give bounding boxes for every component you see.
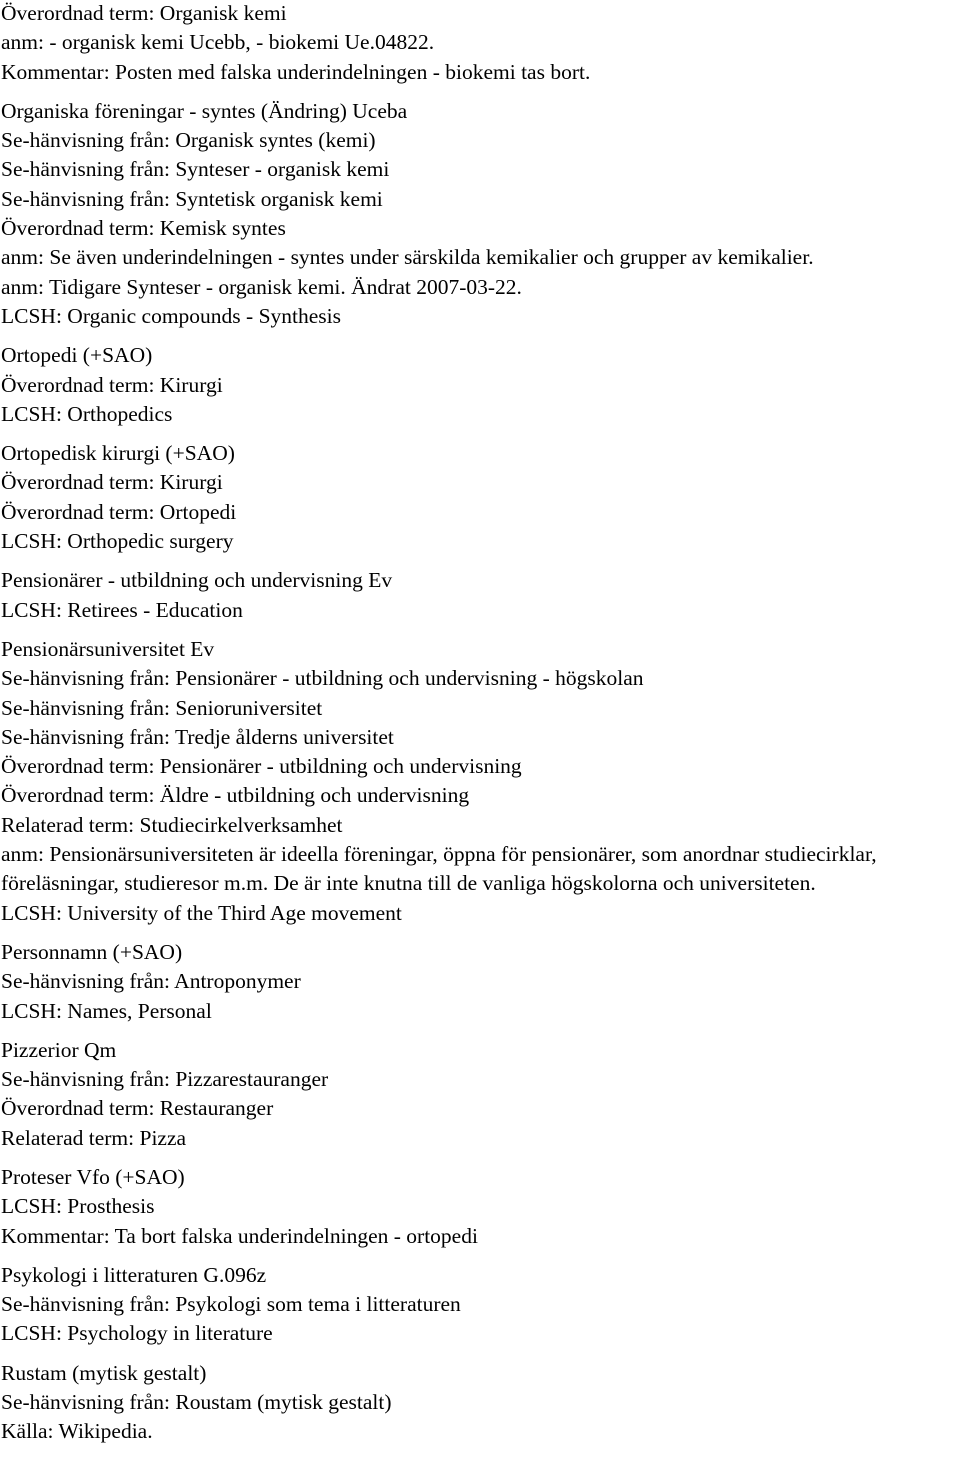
entry-line: Se-hänvisning från: Organisk syntes (kemi) xyxy=(1,128,376,153)
entry-line: LCSH: Orthopedics xyxy=(1,401,173,426)
entry-line: LCSH: Retirees - Education xyxy=(1,597,243,622)
authority-record-list xyxy=(1,0,959,1457)
entry-pizzerior xyxy=(1,1036,959,1153)
entry-line: Överordnad term: Kirurgi xyxy=(1,470,223,495)
entry-line: Överordnad term: Pensionärer - utbildning och undervisning xyxy=(1,754,522,779)
entry-line: Överordnad term: Restauranger xyxy=(1,1096,274,1121)
entry-line: Kommentar: Posten med falska underindelningen - biokemi tas bort. xyxy=(1,59,591,84)
entry-line: Överordnad term: Organisk kemi xyxy=(1,1,287,25)
entry-line: Överordnad term: Ortopedi xyxy=(1,499,237,524)
entry-line: Se-hänvisning från: Tredje ålderns universitet xyxy=(1,724,394,749)
entry-line: anm: Se även underindelningen - syntes under särskilda kemikalier och grupper av kemikalier. xyxy=(1,245,814,270)
entry-line: Relaterad term: Pizza xyxy=(1,1125,187,1150)
entry-line: LCSH: Organic compounds - Synthesis xyxy=(1,303,342,328)
entry-rustam xyxy=(1,1359,959,1447)
entry-heading: Proteser Vfo (+SAO) xyxy=(1,1164,185,1189)
entry-ortopedi xyxy=(1,341,959,429)
entry-personnamn xyxy=(1,938,959,1026)
entry-line: Se-hänvisning från: Senioruniversitet xyxy=(1,695,323,720)
entry-line: LCSH: Names, Personal xyxy=(1,998,212,1023)
entry-line: Relaterad term: Studiecirkelverksamhet xyxy=(1,812,343,837)
entry-line: LCSH: University of the Third Age movement xyxy=(1,900,402,925)
entry-line: Se-hänvisning från: Roustam (mytisk gestalt) xyxy=(1,1390,392,1415)
entry-line: Se-hänvisning från: Pizzarestauranger xyxy=(1,1067,329,1092)
entry-proteser xyxy=(1,1163,959,1251)
entry-line: Se-hänvisning från: Synteser - organisk kemi xyxy=(1,157,390,182)
entry-line: anm: Tidigare Synteser - organisk kemi. Ändrat 2007-03-22. xyxy=(1,274,522,299)
entry-line: Överordnad term: Kirurgi xyxy=(1,372,223,397)
entry-organisk-kemi-continuation xyxy=(1,0,959,87)
entry-heading: Pensionärsuniversitet Ev xyxy=(1,636,215,661)
entry-organiska-foreningar-syntes xyxy=(1,97,959,331)
entry-line: anm: - organisk kemi Ucebb, - biokemi Ue.04822. xyxy=(1,30,435,55)
entry-heading: Personnamn (+SAO) xyxy=(1,939,183,964)
entry-heading: Pizzerior Qm xyxy=(1,1037,117,1062)
entry-heading: Ortopedi (+SAO) xyxy=(1,343,153,368)
entry-line: Överordnad term: Äldre - utbildning och undervisning xyxy=(1,783,470,808)
entry-line: Överordnad term: Kemisk syntes xyxy=(1,216,286,241)
entry-pensionarsuniversitet xyxy=(1,635,959,928)
entry-line: Se-hänvisning från: Pensionärer - utbildning och undervisning - högskolan xyxy=(1,666,644,691)
entry-psykologi-i-litteraturen xyxy=(1,1261,959,1349)
entry-line: Se-hänvisning från: Antroponymer xyxy=(1,969,301,994)
entry-heading: Organiska föreningar - syntes (Ändring) Uceba xyxy=(1,98,408,123)
entry-heading: Pensionärer - utbildning och undervisning Ev xyxy=(1,568,393,593)
entry-heading: Ortopedisk kirurgi (+SAO) xyxy=(1,441,235,466)
entry-line: LCSH: Orthopedic surgery xyxy=(1,529,234,554)
entry-line: Se-hänvisning från: Syntetisk organisk kemi xyxy=(1,186,383,211)
entry-ortopedisk-kirurgi xyxy=(1,439,959,556)
entry-line: Kommentar: Ta bort falska underindelningen - ortopedi xyxy=(1,1223,478,1248)
entry-pensionarer-utbildning xyxy=(1,566,959,625)
entry-note: anm: Pensionärsuniversiteten är ideella föreningar, öppna för pensionärer, som anordnar studiecirklar, föreläsningar, studieresor m.m. De är inte knutna till de vanliga högskolorna och universiteten. xyxy=(1,842,877,896)
entry-line: LCSH: Prosthesis xyxy=(1,1194,155,1219)
entry-line: Se-hänvisning från: Psykologi som tema i litteraturen xyxy=(1,1292,461,1317)
entry-heading: Rustam (mytisk gestalt) xyxy=(1,1360,207,1385)
entry-line: LCSH: Psychology in literature xyxy=(1,1321,273,1346)
entry-line: Källa: Wikipedia. xyxy=(1,1419,153,1444)
entry-heading: Psykologi i litteraturen G.096z xyxy=(1,1262,267,1287)
